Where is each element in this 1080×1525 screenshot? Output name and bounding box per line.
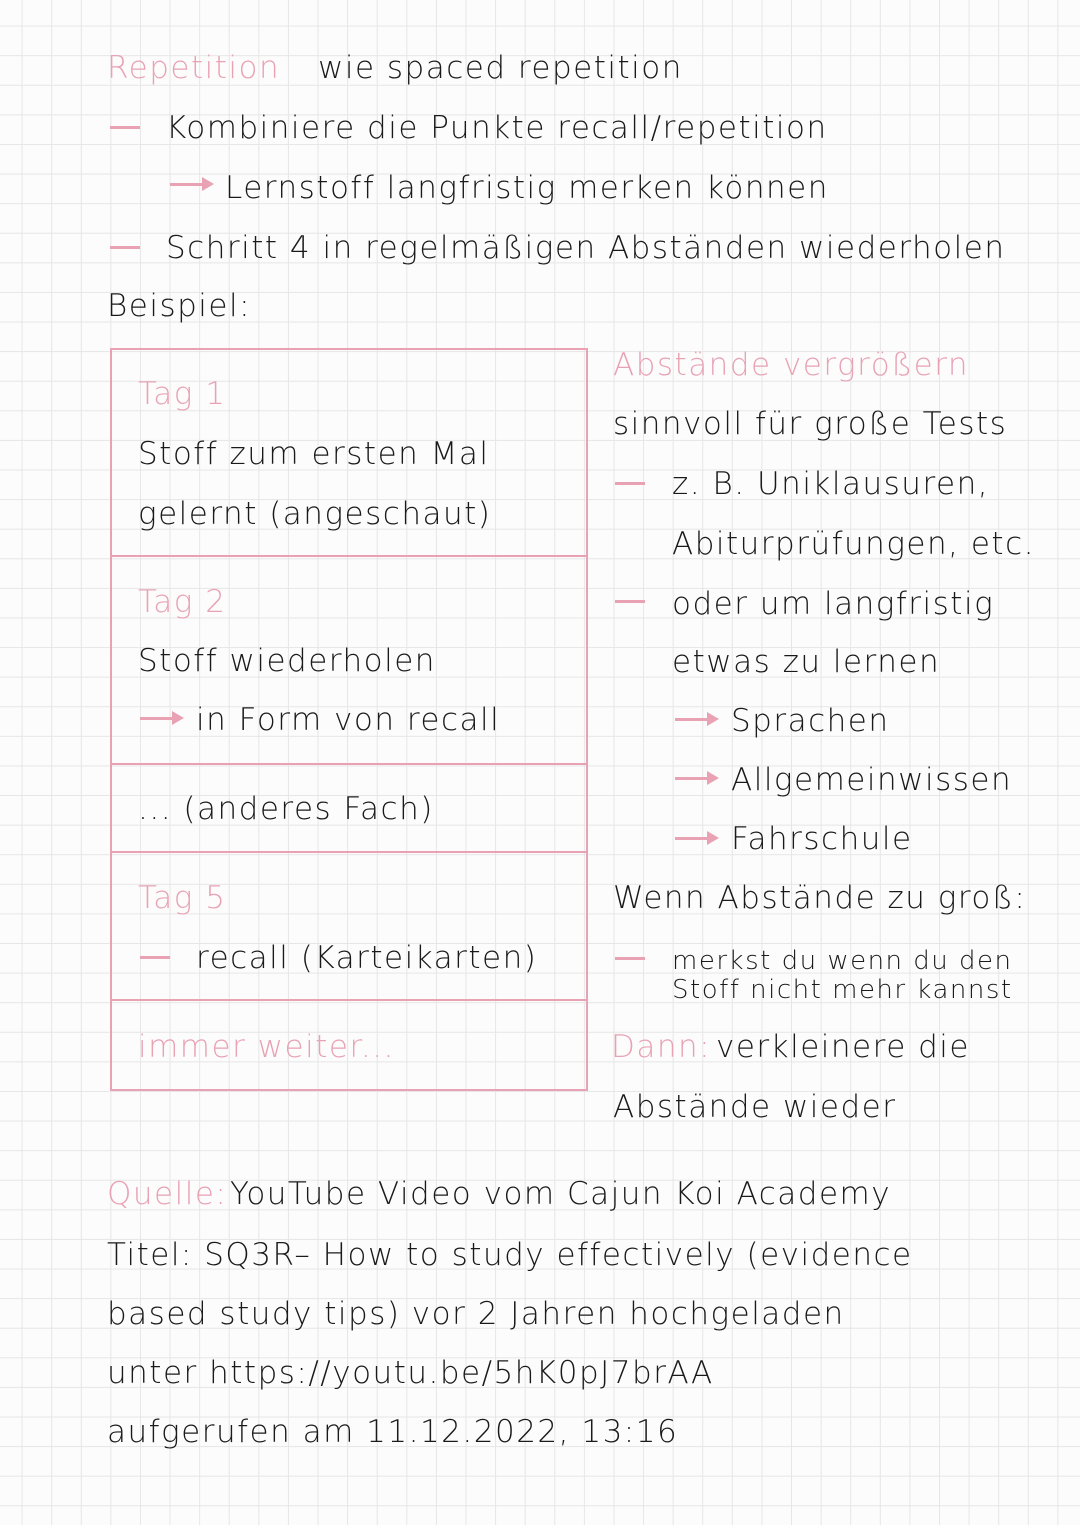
example-label: Beispiel: (107, 288, 252, 324)
dash-icon (615, 600, 645, 603)
right-text: Abiturprüfungen, etc. (672, 526, 1035, 562)
right-text: Abstände wieder (613, 1089, 897, 1125)
bullet-text: Schritt 4 in regelmäßigen Abständen wiederholen (166, 230, 1006, 266)
right-text: oder um langfristig (672, 586, 995, 622)
dash-icon (615, 482, 645, 485)
arrow-icon (140, 717, 180, 720)
dash-icon (140, 956, 170, 959)
row-title: Tag 5 (138, 880, 227, 916)
source-text: Titel: SQ3R– How to study effectively (evidence (107, 1237, 913, 1273)
row-title: Tag 2 (138, 584, 227, 620)
divider (112, 851, 586, 853)
right-text: sinnvoll für große Tests (613, 406, 1008, 442)
list-item: Allgemeinwissen (731, 762, 1013, 798)
row-text: recall (Karteikarten) (196, 940, 538, 976)
heading-text: wie spaced repetition (318, 50, 683, 86)
bullet-text: Kombiniere die Punkte recall/repetition (166, 110, 828, 146)
row-title: Tag 1 (138, 376, 227, 412)
row-title: immer weiter... (138, 1029, 395, 1065)
right-text: Wenn Abstände zu groß: (613, 880, 1027, 916)
right-small-text: Stoff nicht mehr kannst (672, 975, 1013, 1005)
divider (112, 999, 586, 1001)
source-label: Quelle: (107, 1176, 228, 1212)
arrow-icon (675, 718, 715, 721)
list-item: Fahrschule (731, 821, 913, 857)
row-text: ... (anderes Fach) (138, 791, 434, 827)
row-text: Stoff zum ersten Mal (138, 436, 490, 472)
source-text: YouTube Video vom Cajun Koi Academy (230, 1176, 892, 1212)
list-item: Sprachen (731, 703, 890, 739)
section-heading: Repetition (107, 50, 281, 86)
divider (112, 763, 586, 765)
dash-icon (110, 246, 140, 249)
dash-icon (615, 957, 645, 960)
arrow-icon (170, 183, 210, 186)
source-text: aufgerufen am 11.12.2022, 13:16 (107, 1414, 679, 1450)
divider (112, 555, 586, 557)
arrow-icon (675, 837, 715, 840)
then-label: Dann: (611, 1029, 712, 1065)
source-url: unter https://youtu.be/5hK0pJ7brAA (107, 1355, 714, 1391)
sub-text: Lernstoff langfristig merken können (225, 170, 829, 206)
right-text: verkleinere die (716, 1029, 970, 1065)
row-text: in Form von recall (196, 702, 501, 738)
row-text: Stoff wiederholen (138, 643, 436, 679)
source-text: based study tips) vor 2 Jahren hochgeladen (107, 1296, 845, 1332)
dash-icon (110, 126, 140, 129)
right-text: z. B. Uniklausuren, (672, 466, 990, 502)
right-text: etwas zu lernen (672, 644, 941, 680)
row-text: gelernt (angeschaut) (138, 496, 492, 532)
right-heading: Abstände vergrößern (613, 347, 970, 383)
right-small-text: merkst du wenn du den (672, 946, 1013, 976)
arrow-icon (675, 777, 715, 780)
